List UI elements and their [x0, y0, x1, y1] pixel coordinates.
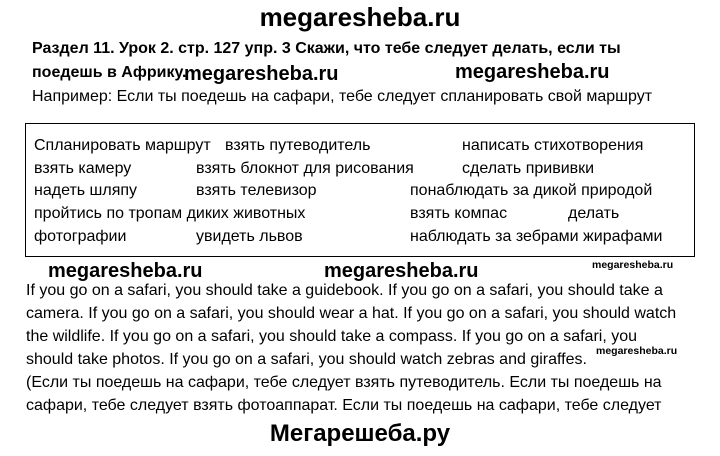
phrase: пройтись по тропам диких животных — [34, 205, 306, 222]
phrase: взять блокнот для рисования — [196, 160, 414, 177]
watermark: megaresheba.ru — [324, 260, 479, 282]
phrase: понаблюдать за дикой природой — [410, 182, 653, 199]
site-footer-title: Мегарешеба.ру — [269, 420, 451, 447]
watermark: megaresheba.ru — [596, 345, 678, 357]
watermark: megaresheba.ru — [184, 63, 339, 85]
phrase: взять телевизор — [196, 182, 317, 199]
phrase: взять путеводитель — [225, 137, 371, 154]
watermark: megaresheba.ru — [455, 61, 610, 83]
example-sentence: Например: Если ты поедешь на сафари, тебе следует спланировать свой маршрут — [32, 88, 653, 105]
answer-en-line: If you go on a safari, you should take a guidebook. If you go on a safari, you should take a — [26, 282, 663, 299]
site-title: megaresheba.ru — [259, 2, 461, 32]
phrase: Спланировать маршрут — [34, 137, 211, 154]
answer-ru-line: сафари, тебе следует взять фотоаппарат. Если ты поедешь на сафари, тебе следует — [26, 397, 662, 414]
exercise-heading-line1: Раздел 11. Урок 2. стр. 127 упр. 3 Скажи, что тебе следует делать, если ты — [32, 40, 621, 57]
phrase: надеть шляпу — [34, 182, 138, 199]
answer-en-line: should take photos. If you go on a safari, you should watch zebras and giraffes. — [26, 351, 587, 368]
watermark: megaresheba.ru — [592, 259, 674, 271]
phrase: взять компас — [410, 205, 508, 222]
answer-en-line: the wildlife. If you go on a safari, you should take a compass. If you go on a safari, you — [26, 328, 638, 345]
phrase: фотографии — [34, 228, 127, 245]
answer-ru-line: (Если ты поедешь на сафари, тебе следует взять путеводитель. Если ты поедешь на — [26, 374, 662, 391]
phrase: сделать прививки — [462, 160, 595, 177]
phrase: увидеть львов — [196, 228, 303, 245]
phrase: написать стихотворения — [462, 137, 644, 154]
phrase: наблюдать за зебрами жирафами — [410, 228, 663, 245]
exercise-heading-line2: поедешь в Африку. — [32, 64, 187, 81]
watermark: megaresheba.ru — [48, 260, 203, 282]
phrase: взять камеру — [34, 160, 132, 177]
answer-en-line: camera. If you go on a safari, you should wear a hat. If you go on a safari, you should watch — [26, 305, 677, 322]
word-box — [25, 123, 695, 257]
phrase: делать — [568, 205, 620, 222]
